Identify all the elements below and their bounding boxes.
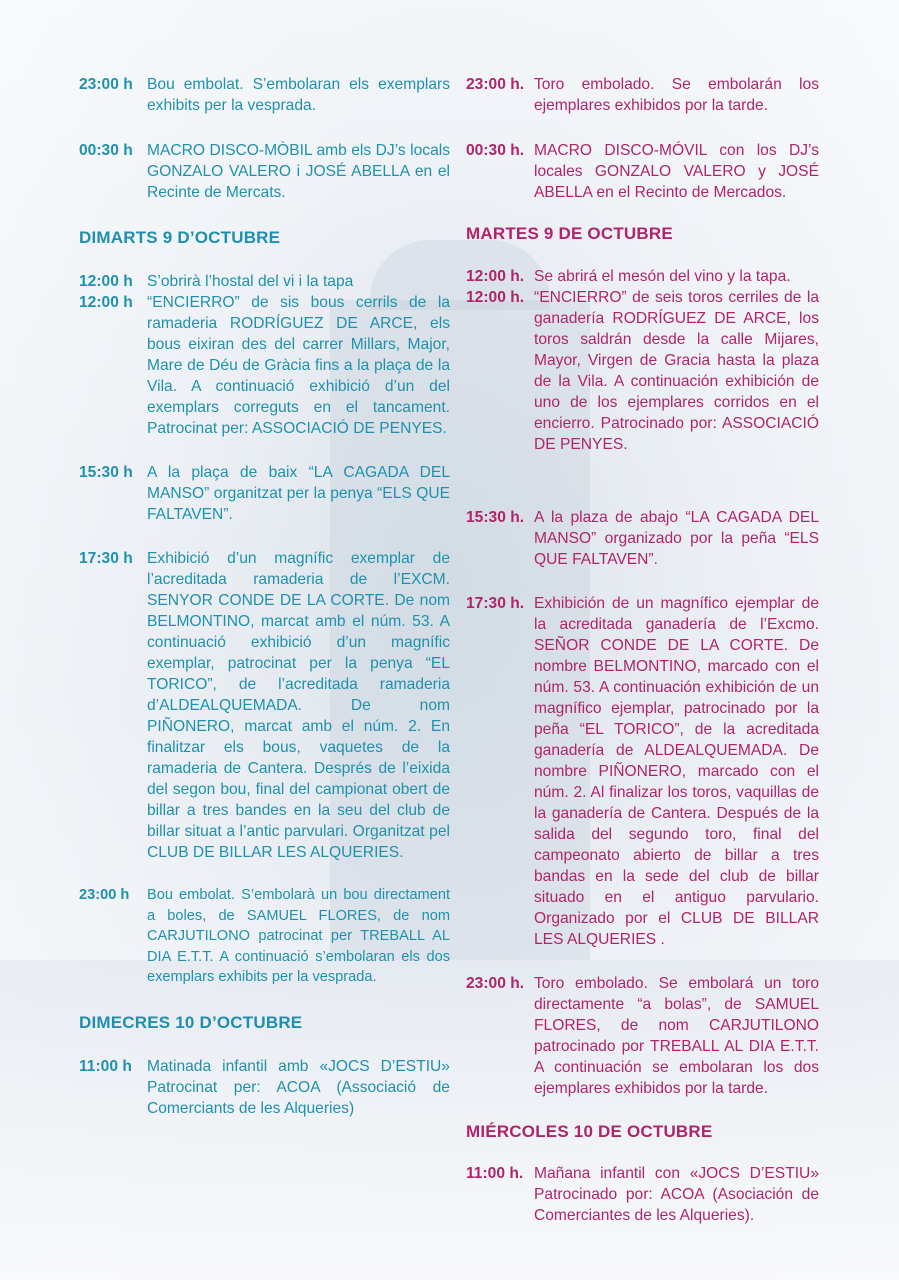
entry-text: Matinada infantil amb «JOCS D’ESTIU» Patrocinat per: ACOA (Associació de Comerciants de les Alqueries): [147, 1057, 450, 1117]
entry-time: 12:00 h: [79, 273, 133, 290]
schedule-entry: [79, 462, 450, 525]
entry-time: 12:00 h: [79, 294, 133, 311]
entry-time: 00:30 h: [79, 142, 133, 159]
day-heading: MIÉRCOLES 10 DE OCTUBRE: [466, 1122, 713, 1141]
entry-text: Exhibición de un magnífico ejemplar de la acreditada ganadería de l’Excmo. SEÑOR CONDE DE LA CORTE. De nombre BELMONTINO, marcado con el núm. 53. A continuación exhibición de un magnífico ejemplar, patrocinado por la peña “EL TORICO”, de la acreditada ganadería de ALDEALQUEMADA. De nombre PIÑONERO, marcado con el núm. 2. Al finalizar los toros, vaquillas de la ganadería de Cantera. Después de la salida del segundo toro, final del campeonato abierto de billar a tres bandas en la sede del club de billar situado en el antiguo parvulario. Organizado por el CLUB DE BILLAR LES ALQUERIES .: [534, 595, 819, 948]
schedule-entry: [466, 1163, 819, 1226]
entry-text: S’obrirà l’hostal del vi i la tapa: [147, 273, 354, 290]
schedule-entry: [79, 140, 450, 203]
entry-time: 23:00 h: [79, 76, 133, 93]
catalan-column: [79, 72, 450, 1119]
entry-time: 17:30 h.: [466, 595, 525, 612]
schedule-entry: [79, 271, 450, 292]
entry-time: 15:30 h.: [466, 509, 525, 526]
entry-time: 12:00 h.: [466, 268, 525, 285]
entry-time: 17:30 h: [79, 550, 133, 567]
schedule-entry: [79, 292, 450, 439]
schedule-entry: [466, 287, 819, 455]
entry-text: Se abrirá el mesón del vino y la tapa.: [534, 268, 791, 285]
entry-text: MACRO DISCO-MÒBIL amb els DJ’s locals GONZALO VALERO i JOSÉ ABELLA en el Recinte de Mercats.: [147, 142, 450, 201]
schedule-entry: [79, 548, 450, 863]
schedule-entry: [466, 507, 819, 570]
entry-text: Exhibició d’un magnífic exemplar de l’acreditada ramaderia de l’EXCM. SENYOR CONDE DE LA CORTE. De nom BELMONTINO, marcat amb el núm. 53. A continuació exhibició d’un magnífic exemplar, patrocinat per la penya “EL TORICO”, de l’acreditada ramaderia d’ALDEALQUEMADA. De nom PIÑONERO, marcat amb el núm. 2. En finalitzar els bous, vaquetes de la ramaderia de Cantera. Després de l’eixida del segon bou, final del campionat obert de billar a tres bandes en la seu del club de billar situat a l’antic parvulari. Organitzat pel CLUB DE BILLAR LES ALQUERIES.: [147, 550, 450, 861]
schedule-entry: [466, 973, 819, 1099]
entry-time: 15:30 h: [79, 464, 133, 481]
entry-time: 00:30 h.: [466, 142, 525, 159]
day-heading: DIMECRES 10 D’OCTUBRE: [79, 1012, 303, 1032]
schedule-entry: [79, 1056, 450, 1119]
spanish-column: [466, 72, 819, 1226]
entry-text: Toro embolado. Se embolará un toro directamente “a bolas”, de SAMUEL FLORES, de nom CARJUTILONO patrocinado por TREBALL AL DIA E.T.T. A continuación se embolaran los dos ejemplares exhibidos por la tarde.: [534, 975, 819, 1097]
entry-text: Mañana infantil con «JOCS D’ESTIU» Patrocinado por: ACOA (Asociación de Comerciantes de les Alqueries).: [534, 1165, 819, 1224]
entry-text: Bou embolat. S’embolarà un bou directament a boles, de SAMUEL FLORES, de nom CARJUTILONO patrocinat per TREBALL AL DIA E.T.T. A continuació s’embolaran els dos exemplars exhibits per la vesprada.: [147, 887, 450, 985]
entry-text: MACRO DISCO-MÓVIL con los DJ’s locales GONZALO VALERO y JOSÉ ABELLA en el Recinto de Mercados.: [534, 142, 819, 201]
schedule-entry: [466, 266, 819, 287]
schedule-entry: [79, 885, 450, 988]
entry-text: “ENCIERRO” de seis toros cerriles de la ganadería RODRÍGUEZ DE ARCE, los toros saldrán desde la calle Mijares, Mayor, Virgen de Gracia hasta la plaza de la Vila. A continuación exhibición de uno de los ejemplares corridos en el encierro. Patrocinado por: ASSOCIACIÓ DE PENYES.: [534, 289, 819, 453]
schedule-entry: [466, 593, 819, 950]
entry-text: A la plaça de baix “LA CAGADA DEL MANSO” organitzat per la penya “ELS QUE FALTAVEN”.: [147, 464, 450, 523]
entry-text: “ENCIERRO” de sis bous cerrils de la ramaderia RODRÍGUEZ DE ARCE, els bous eixiran des del carrer Millars, Major, Mare de Déu de Gràcia fins a la plaça de la Vila. A continuació exhibició d’un del exemplars correguts en el tancament. Patrocinat per: ASSOCIACIÓ DE PENYES.: [147, 294, 450, 437]
entry-text: Toro embolado. Se embolarán los ejemplares exhibidos por la tarde.: [534, 76, 819, 114]
entry-time: 23:00 h.: [466, 76, 525, 93]
entry-time: 12:00 h.: [466, 289, 525, 306]
day-heading: DIMARTS 9 D’OCTUBRE: [79, 228, 281, 247]
entry-time: 11:00 h: [79, 1057, 132, 1075]
schedule-entry: [466, 74, 819, 116]
day-heading: MARTES 9 DE OCTUBRE: [466, 224, 673, 243]
entry-text: Bou embolat. S’embolaran els exemplars exhibits per la vesprada.: [147, 76, 450, 114]
entry-time: 11:00 h.: [466, 1165, 524, 1182]
schedule-entry: [79, 74, 450, 116]
entry-time: 23:00 h.: [466, 975, 525, 992]
entry-time: 23:00 h: [79, 887, 130, 903]
schedule-entry: [466, 140, 819, 203]
entry-text: A la plaza de abajo “LA CAGADA DEL MANSO” organizado por la peña “ELS QUE FALTAVEN”.: [534, 509, 819, 568]
